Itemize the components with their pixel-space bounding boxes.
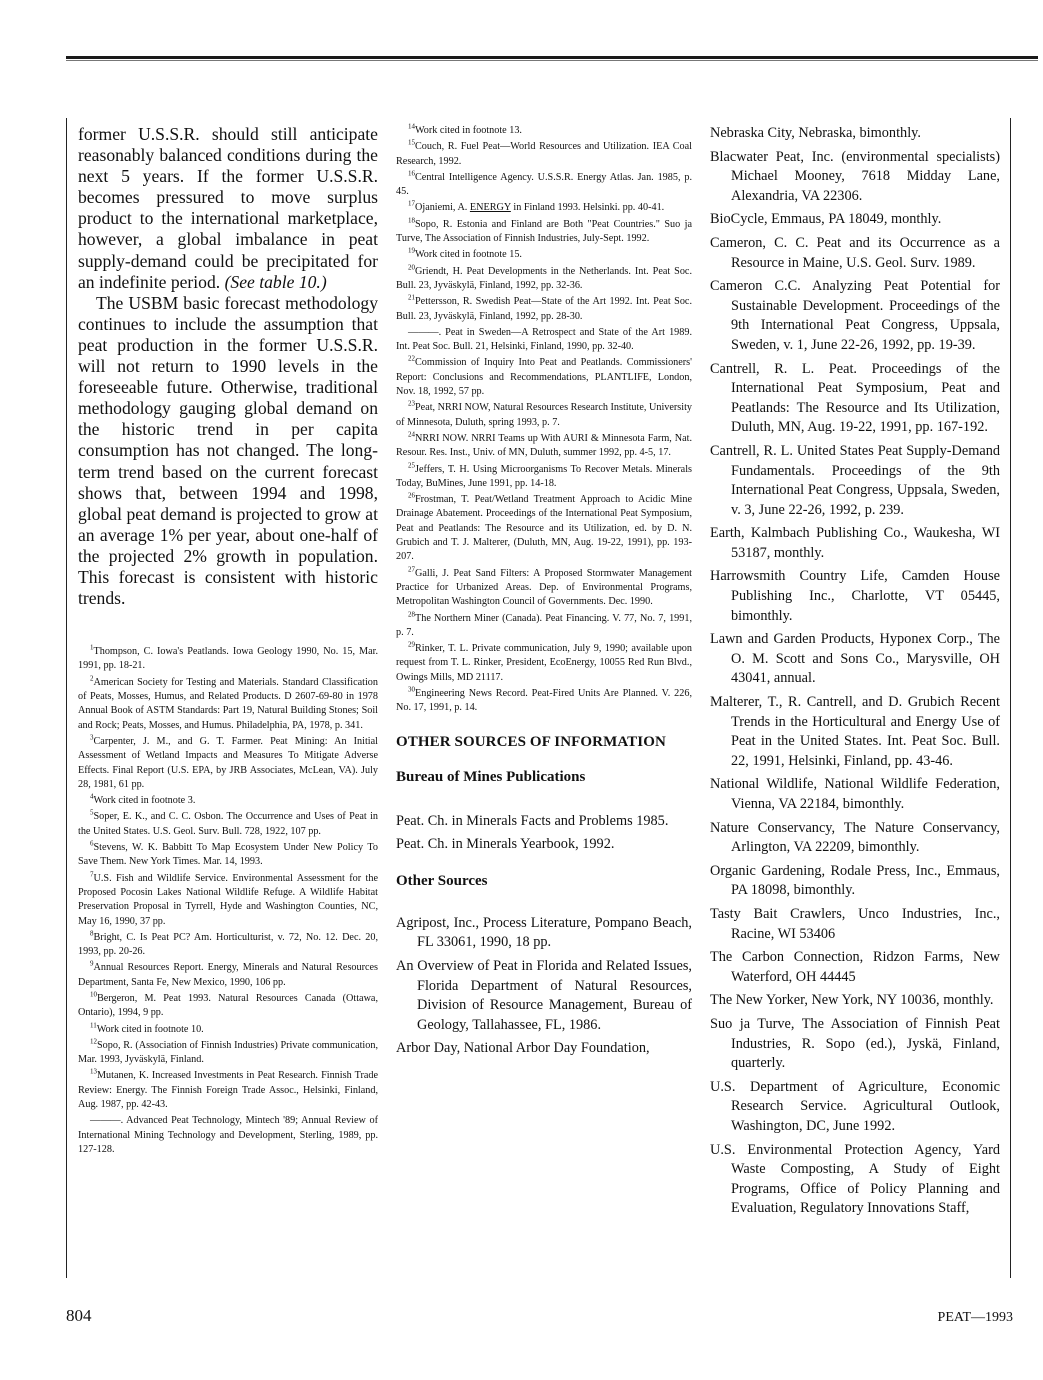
reference-entry: An Overview of Peat in Florida and Related Issues, Florida Department of Natural Resources, Division of Resource Management, Bureau of Geology, Tallahassee, FL, 1986.: [396, 957, 692, 1034]
footnote-text: Ojaniemi, A.: [415, 202, 470, 214]
subsection-heading: Bureau of Mines Publications: [396, 768, 586, 785]
paragraph-text: former U.S.S.R. should still anticipate reasonably balanced conditions during the next 5 years. If the former U.S.S.R. becomes pressured to move surplus product to the international marketplace, however, a global imbalance in peat supply-demand could be precipitated for an indefinite period.: [78, 124, 378, 292]
reference-entry: Organic Gardening, Rodale Press, Inc., Emmaus, PA 18098, bimonthly.: [710, 862, 1000, 899]
footnote-text: NRRI NOW. NRRI Teams up With AURI & Minnesota Farm, Nat. Resour. Res. Inst., Univ. of MN, Duluth, summer 1992, pp. 4-5, 17.: [396, 432, 692, 459]
footnote: [396, 248, 692, 262]
reference-entry: Nature Conservancy, The Nature Conservancy, Arlington, VA 22209, bimonthly.: [710, 819, 1000, 856]
section-heading: OTHER SOURCES OF INFORMATION: [396, 733, 666, 750]
other-sources-list-continued: [710, 124, 1000, 1219]
footnote-number: 20: [408, 263, 415, 272]
subsection-heading: Other Sources: [396, 872, 488, 889]
footnote-number: 21: [408, 293, 415, 302]
footnote-number: 23: [408, 399, 415, 408]
column-1: [78, 124, 378, 1159]
footnote: [396, 642, 692, 685]
footnote-text: Griendt, H. Peat Developments in the Netherlands. Int. Peat Soc. Bull. 23, Jyväskylä, Finland, 1992, pp. 32-36.: [396, 265, 692, 291]
footnotes-list: [396, 124, 692, 716]
footnote: [78, 645, 378, 674]
footnote-text: Sopo, R. (Association of Finnish Industries) Private communication, Mar. 1993, Jyväskylä, Finland.: [78, 1039, 378, 1066]
footnote: [78, 1069, 378, 1112]
footnote-text: Sopo, R. Estonia and Finland are Both "Peat Countries." Suo ja Turve, The Association of Finnish Industries, July-Sept. 1992.: [396, 218, 692, 245]
footnote-text: U.S. Fish and Wildlife Service. Environmental Assessment for the Proposed Pocosin Lakes National Wildlife Refuge. A Wildlife Habitat Preservation Proposal in Tyrrell, Hyde and Washington Counties, NC, May 16, 1990, 37 pp.: [78, 872, 378, 927]
footnote: [396, 295, 692, 324]
footnote: [78, 1023, 378, 1037]
reference-entry: The Carbon Connection, Ridzon Farms, New Waterford, OH 44445: [710, 949, 1000, 985]
footnote: [396, 567, 692, 610]
footnote-text: Thompson, C. Iowa's Peatlands. Iowa Geology 1990, No. 15, Mar. 1991, pp. 18-21.: [78, 646, 378, 672]
reference-entry: National Wildlife, National Wildlife Federation, Vienna, VA 22184, bimonthly.: [710, 776, 1000, 812]
reference-entry: Peat. Ch. in Minerals Yearbook, 1992.: [396, 835, 615, 852]
reference-entry: Harrowsmith Country Life, Camden House Publishing Inc., Charlotte, VT 05445, bimonthly.: [710, 568, 1000, 624]
footnote-text: Engineering News Record. Peat-Fired Units Are Planned. V. 226, No. 17, 1991, p. 14.: [396, 687, 692, 714]
footnote-number: 12: [90, 1037, 97, 1046]
footnote-text: in Finland 1993. Helsinki. pp. 40-41.: [510, 202, 665, 214]
footnote-text: Frostman, T. Peat/Wetland Treatment Approach to Acidic Mine Drainage Abatement. Proceedings of the International Peat Symposium, Peat and Peatlands: The Resource and its Utilization, ed. by D. N. Grubich and T. J. Malterer, (Duluth, MN, Aug. 19-22, 1991), pp. 193-207.: [396, 494, 692, 563]
footnote-text: Pettersson, R. Swedish Peat—State of the Art 1992. Int. Peat Soc. Bull. 23, Jyväskylä, Finland, 1992, pp. 28-30.: [396, 296, 692, 322]
footnote-text: Galli, J. Peat Sand Filters: A Proposed Stormwater Management Practice for Urbanized Areas. Dep. of Environmental Programs, Metropolitan Washington Council of Governments. Dec. 1990.: [396, 567, 692, 608]
body-paragraph-2: The USBM basic forecast methodology continues to include the assumption that peat production in the former U.S.S.R. will not return to 1990 levels in the foreseeable future. Otherwise, traditional methodology gauging global demand on the historic trend in per capita consumption has not changed. The long-term trend based on the current forecast shows that, between 1994 and 1998, global peat demand is projected to grow at an average 1% per year, about one-half of the projected 2% growth in population. This forecast is consistent with historic trends.: [78, 292, 378, 609]
reference-entry: Cantrell, R. L. United States Peat Supply-Demand Fundamentals. Proceedings of the 9th International Peat Congress, Uppsala, Sweden, v. 3, June 22-26, 1992, p. 239.: [710, 442, 1000, 518]
footnote-number: 27: [408, 565, 415, 574]
footnote-underlined-text: ENERGY: [469, 202, 511, 214]
footnote-number: 16: [408, 169, 415, 178]
footnote: [396, 201, 692, 215]
reference-entry: U.S. Department of Agriculture, Economic Research Service. Agricultural Outlook, Washington, DC, June 1992.: [710, 1078, 1000, 1134]
reference-entry: Blacwater Peat, Inc. (environmental specialists) Michael Mooney, 7618 Midday Lane, Alexandria, VA 22306.: [710, 148, 1000, 204]
reference-entry: Suo ja Turve, The Association of Finnish Peat Industries, R. Sopo (ed.), Jyskä, Finland, quarterly.: [710, 1015, 1000, 1072]
footnote-text: Work cited in footnote 10.: [96, 1023, 204, 1035]
footnote-number: 22: [408, 355, 415, 364]
reference-entry: Peat. Ch. in Minerals Facts and Problems 1985.: [396, 812, 669, 829]
footnote: [78, 794, 378, 808]
footnote-number: 6: [90, 839, 94, 848]
reference-entry: Cameron C.C. Analyzing Peat Potential for Sustainable Development. Proceedings of the 9th International Peat Congress, Uppsala, Sweden, v. 1, June 22-26, 1992, pp. 19-39.: [710, 278, 1000, 353]
footnotes-list: [78, 645, 378, 1157]
footnote-number: 30: [408, 685, 415, 694]
reference-entry: Earth, Kalmbach Publishing Co., Waukesha, WI 53187, monthly.: [710, 525, 1000, 561]
footnote-number: 19: [408, 246, 415, 255]
footnote: [396, 432, 692, 461]
footnote-text: ———. Advanced Peat Technology, Mintech '89; Annual Review of International Mining Technology and Development, Sterling, 1989, pp. 127-128.: [78, 1115, 378, 1155]
footnote-number: 15: [408, 138, 415, 147]
footnote-text: Bergeron, M. Peat 1993. Natural Resources Canada (Ottawa, Ontario), 1994, 9 pp.: [78, 992, 378, 1019]
bom-publications-list: [396, 812, 692, 855]
footnote-text: Rinker, T. L. Private communication, July 9, 1990; available upon request from T. L. Rinker, President, EcoEnergy, 10055 Red Run Blvd., Owings Mills, MD 21117.: [396, 643, 692, 683]
footnote: [396, 463, 692, 492]
footnote-text: American Society for Testing and Materials. Standard Classification of Peats, Mosses, Humus, and Related Products. D 2607-69-80 in 1978 Annual Book of ASTM Standards: Part 19, Natural Building Stones; Soil and Rock; Peats, Mosses, and Humus. Philadelphia, PA, 1978, p. 341.: [78, 676, 378, 731]
reference-entry: Lawn and Garden Products, Hyponex Corp., The O. M. Scott and Sons Co., Marysville, OH 43041, annual.: [710, 631, 1000, 687]
footnote: [78, 1114, 378, 1157]
footnote: [396, 124, 692, 138]
footnote-number: 4: [90, 792, 94, 801]
footnote-text: Mutanen, K. Increased Investments in Peat Research. Finnish Trade Review: Energy. The Finnish Foreign Trade Assoc., Helsinki, Finland, Aug. 1987, pp. 42-43.: [78, 1070, 378, 1111]
footnote-number: 10: [90, 990, 97, 999]
footnote-number: 29: [408, 640, 415, 649]
footnote: [78, 841, 378, 870]
body-paragraph-1: [78, 124, 378, 293]
reference-entry: Tasty Bait Crawlers, Unco Industries, Inc., Racine, WI 53406: [710, 905, 1000, 942]
footnote-text: Jeffers, T. H. Using Microorganisms To Recover Metals. Minerals Today, BuMines, June 1991, pp. 14-18.: [396, 463, 692, 489]
footnote: [78, 872, 378, 929]
running-title: PEAT—1993: [937, 1310, 1013, 1325]
reference-entry: Nebraska City, Nebraska, bimonthly.: [710, 125, 921, 141]
footnote-number: 11: [90, 1021, 97, 1030]
footnote-text: ———. Peat in Sweden—A Retrospect and State of the Art 1989. Int. Peat Soc. Bull. 21, Helsinki, Finland, 1990, pp. 32-40.: [396, 326, 692, 353]
reference-entry: U.S. Environmental Protection Agency, Yard Waste Composting, A Study of Eight Programs, Office of Policy Planning and Evaluation, Regulatory Innovations Staff,: [710, 1141, 1000, 1217]
footnote-text: The Northern Miner (Canada). Peat Financing. V. 77, No. 7, 1991, p. 7.: [396, 612, 692, 638]
footnote-text: Peat, NRRI NOW, Natural Resources Research Institute, University of Minnesota, Duluth, spring 1993, p. 7.: [396, 402, 692, 428]
footnote-number: 17: [408, 200, 415, 209]
footnote: [78, 992, 378, 1021]
footnote-number: 18: [408, 216, 415, 225]
footnote-text: Bright, C. Is Peat PC? Am. Horticulturist, v. 72, No. 12. Dec. 20, 1993, pp. 20-26.: [78, 931, 378, 958]
footnote-text: Work cited in footnote 13.: [415, 125, 522, 136]
footnote: [396, 401, 692, 430]
column-rule-left: [66, 118, 67, 1278]
footnote-number: 2: [90, 674, 94, 683]
footnote-text: Stevens, W. K. Babbitt To Map Ecosystem Under New Policy To Save Them. New York Times. Mar. 14, 1993.: [78, 842, 378, 868]
footnote-number: 7: [90, 870, 94, 879]
page-number: 804: [66, 1306, 92, 1325]
footnote-number: 5: [90, 809, 94, 818]
footnote-text: Annual Resources Report. Energy, Minerals and Natural Resources Department, Santa Fe, New Mexico, 1990, 106 pp.: [78, 962, 378, 988]
footnote-number: 8: [90, 929, 94, 938]
footnote-number: 14: [408, 122, 415, 131]
footnote-text: Carpenter, J. M., and G. T. Farmer. Peat Mining: An Initial Assessment of Wetland Impacts and Measures To Mitigate Adverse Effects. Final Report (U.S. EPA, by JRB Associates, McLean, VA). July 28, 1981, 61 pp.: [78, 735, 378, 790]
top-rule: [66, 56, 1038, 59]
footnote-text: Work cited in footnote 3.: [93, 795, 196, 807]
footnote: [78, 961, 378, 990]
footnote-text: Couch, R. Fuel Peat—World Resources and Utilization. IEA Coal Research, 1992.: [396, 141, 692, 167]
table-reference: (See table 10.): [224, 271, 327, 292]
reference-entry: Cameron, C. C. Peat and its Occurrence as a Resource in Maine, U.S. Geol. Surv. 1989.: [710, 234, 1000, 271]
other-sources-list: [396, 914, 692, 1060]
footnote-number: 1: [90, 643, 94, 652]
footnote-number: 9: [90, 960, 94, 968]
footnote: [396, 265, 692, 294]
footnote: [78, 810, 378, 839]
footnote: [78, 1039, 378, 1068]
footnote-text: Commission of Inquiry Into Peat and Peatlands. Commissioners' Report: Conclusions and Recommendations, PLANTLIFE, London, Nov. 18, 1992, 57 pp.: [396, 357, 692, 398]
footnote: [396, 493, 692, 564]
reference-entry: Agripost, Inc., Process Literature, Pompano Beach, FL 33061, 1990, 18 pp.: [396, 914, 692, 951]
reference-entry: BioCycle, Emmaus, PA 18049, monthly.: [710, 211, 942, 228]
reference-entry: Arbor Day, National Arbor Day Foundation,: [396, 1040, 650, 1057]
footnote: [396, 356, 692, 399]
footnote-number: 13: [90, 1068, 97, 1077]
footnote: [396, 171, 692, 200]
footnote-text: Soper, E. K., and C. C. Osbon. The Occurrence and Uses of Peat in the United States. U.S. Geol. Surv. Bull. 728, 1922, 107 pp.: [78, 811, 378, 837]
footnote: [396, 687, 692, 716]
footnote-number: 25: [408, 461, 415, 470]
reference-entry: Malterer, T., R. Cantrell, and D. Grubich Recent Trends in the Horticultural and Energy Use of Peat in the United States. Int. Peat Soc. Bull. 22, 1991, Helsinki, Finland, pp. 43-46.: [710, 694, 1000, 769]
reference-entry: Cantrell, R. L. Peat. Proceedings of the International Peat Symposium, Peat and Peatlands: The Resource and Its Utilization, Duluth, MN, Aug. 19-22, 1991, pp. 167-192.: [710, 360, 1000, 436]
footnote-text: Work cited in footnote 15.: [415, 249, 522, 261]
footnote-number: 3: [90, 733, 94, 742]
footnote: [396, 218, 692, 247]
column-2: [396, 124, 692, 1063]
footnote-number: 26: [408, 491, 415, 500]
footnote: [78, 735, 378, 792]
footnote: [396, 326, 692, 355]
column-3: [710, 124, 1000, 1223]
footnote: [78, 931, 378, 960]
footnote-number: 28: [408, 610, 415, 619]
column-rule-right: [1010, 118, 1011, 1278]
top-rule-thin: [66, 60, 1038, 61]
footnote-number: 24: [408, 430, 415, 439]
footnote: [396, 612, 692, 641]
footnote-text: Central Intelligence Agency. U.S.S.R. Energy Atlas. Jan. 1985, p. 45.: [396, 171, 692, 198]
footnote: [78, 676, 378, 733]
footnote: [396, 140, 692, 169]
reference-entry: The New Yorker, New York, NY 10036, monthly.: [710, 992, 994, 1009]
